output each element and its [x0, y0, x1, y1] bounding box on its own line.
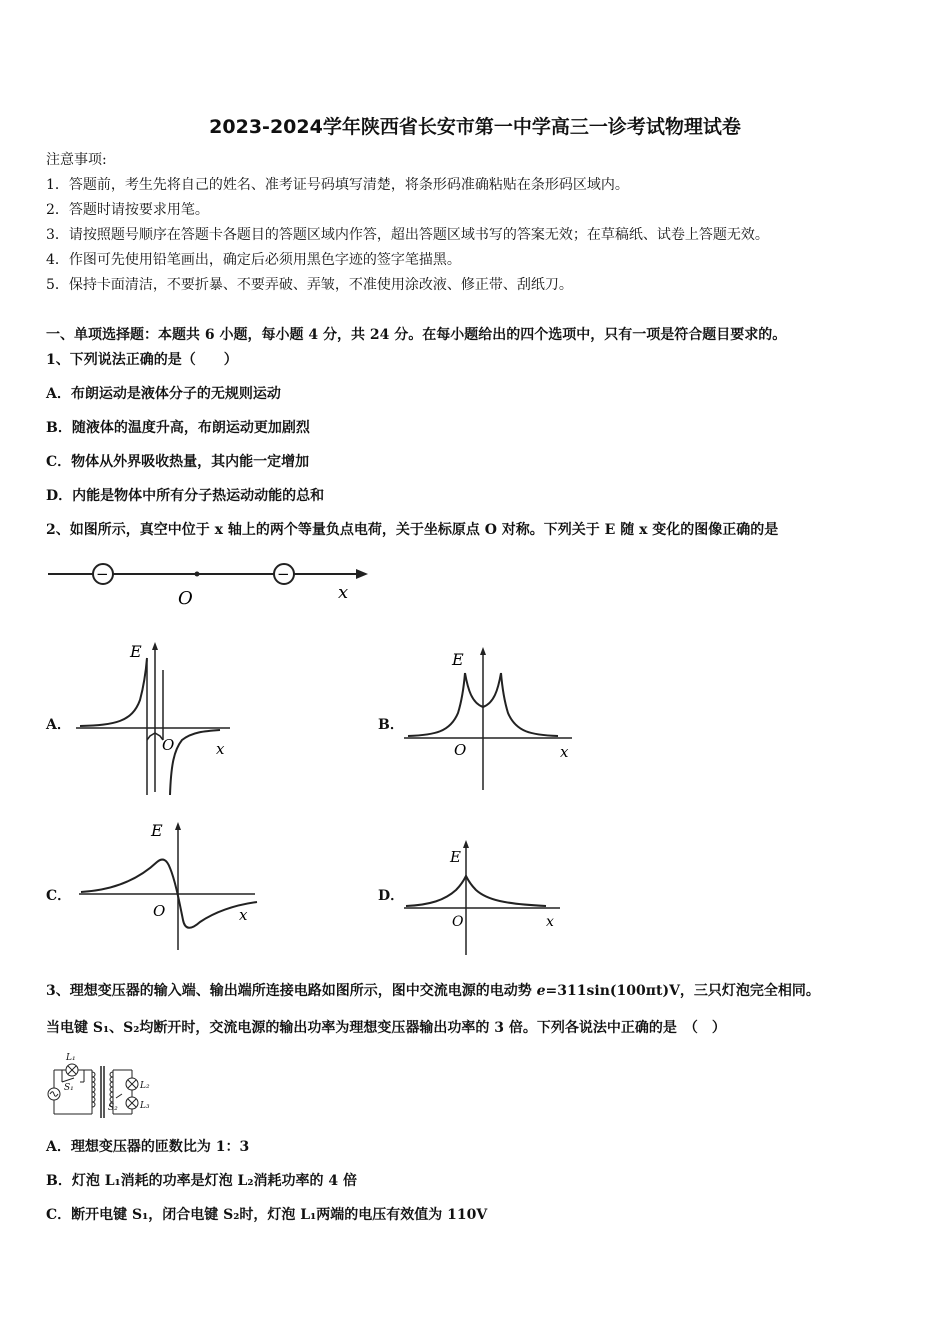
q1-option-b: B．随液体的温度升高，布朗运动更加剧烈 [46, 420, 310, 436]
notice-item: 2．答题时请按要求用笔。 [46, 202, 209, 218]
svg-text:E: E [151, 821, 163, 840]
graph-c [75, 820, 265, 955]
q2-stem: 2、如图所示，真空中位于 x 轴上的两个等量负点电荷，关于坐标原点 O 对称。下列关于 E 随 x 变化的图像正确的是 [46, 522, 779, 538]
graph-b [400, 645, 580, 795]
svg-text:E: E [130, 642, 142, 661]
svg-text:x: x [560, 743, 569, 761]
svg-text:S₂: S₂ [108, 1103, 118, 1113]
notice-item: 3．请按照题号顺序在答题卡各题目的答题区域内作答，超出答题区域书写的答案无效；在草稿纸、试卷上答题无效。 [46, 227, 769, 243]
q2-option-d-label: D． [378, 888, 405, 904]
q2-option-c-label: C． [46, 888, 72, 904]
page-title: 2023-2024学年陕西省长安市第一中学高三一诊考试物理试卷 [209, 116, 741, 138]
q1-option-d: D．内能是物体中所有分子热运动动能的总和 [46, 488, 325, 504]
svg-text:−: − [96, 565, 109, 583]
graph-d [400, 840, 570, 960]
q3-stem-line2: 当电键 S₁、S₂均断开时，交流电源的输出功率为理想变压器输出功率的 3 倍。下列各说法中正确的是 （ ） [46, 1020, 726, 1036]
svg-text:E: E [452, 650, 464, 669]
svg-text:x: x [239, 906, 248, 924]
svg-text:x: x [338, 582, 349, 603]
svg-text:L₃: L₃ [140, 1101, 150, 1111]
q3-stem-line1: 3、理想变压器的输入端、输出端所连接电路如图所示，图中交流电源的电动势 e=311sin(100πt)V，三只灯泡完全相同。 [46, 983, 820, 999]
svg-text:O: O [162, 736, 175, 754]
q1-option-a: A．布朗运动是液体分子的无规则运动 [46, 386, 281, 402]
notice-item: 1．答题前，考生先将自己的姓名、准考证号码填写清楚，将条形码准确粘贴在条形码区域内。 [46, 177, 629, 193]
q3-option-b: B．灯泡 L₁消耗的功率是灯泡 L₂消耗功率的 4 倍 [46, 1173, 358, 1189]
notice-heading: 注意事项: [46, 152, 107, 168]
origin-dot [195, 572, 200, 577]
q3-option-c: C．断开电键 S₁，闭合电键 S₂时，灯泡 L₁两端的电压有效值为 110V [46, 1207, 488, 1223]
svg-text:O: O [454, 741, 467, 759]
svg-text:O: O [452, 914, 464, 930]
svg-text:x: x [216, 740, 225, 758]
notice-item: 5．保持卡面清洁，不要折暴、不要弄破、弄皱，不准使用涂改液、修正带、刮纸刀。 [46, 277, 573, 293]
circuit-diagram [44, 1048, 164, 1120]
svg-text:O: O [178, 588, 193, 609]
q2-option-a-label: A． [46, 717, 71, 733]
notice-item: 4．作图可先使用铅笔画出，确定后必须用黑色字迹的签字笔描黑。 [46, 252, 461, 268]
svg-text:S₁: S₁ [64, 1083, 74, 1093]
svg-text:O: O [153, 902, 166, 920]
svg-text:x: x [546, 914, 554, 930]
q1-stem: 1、下列说法正确的是（ ） [46, 352, 238, 368]
graph-a [70, 640, 240, 800]
svg-text:−: − [277, 565, 290, 583]
svg-text:L₂: L₂ [140, 1081, 150, 1091]
svg-text:L₁: L₁ [66, 1053, 76, 1063]
q3-option-a: A．理想变压器的匝数比为 1：3 [46, 1139, 250, 1155]
svg-text:E: E [450, 848, 461, 866]
section-heading: 一、单项选择题：本题共 6 小题，每小题 4 分，共 24 分。在每小题给出的四个选项中，只有一项是符合题目要求的。 [46, 327, 787, 343]
q2-option-b-label: B． [378, 717, 404, 733]
q1-option-c: C．物体从外界吸收热量，其内能一定增加 [46, 454, 310, 470]
charge-diagram [40, 555, 380, 610]
